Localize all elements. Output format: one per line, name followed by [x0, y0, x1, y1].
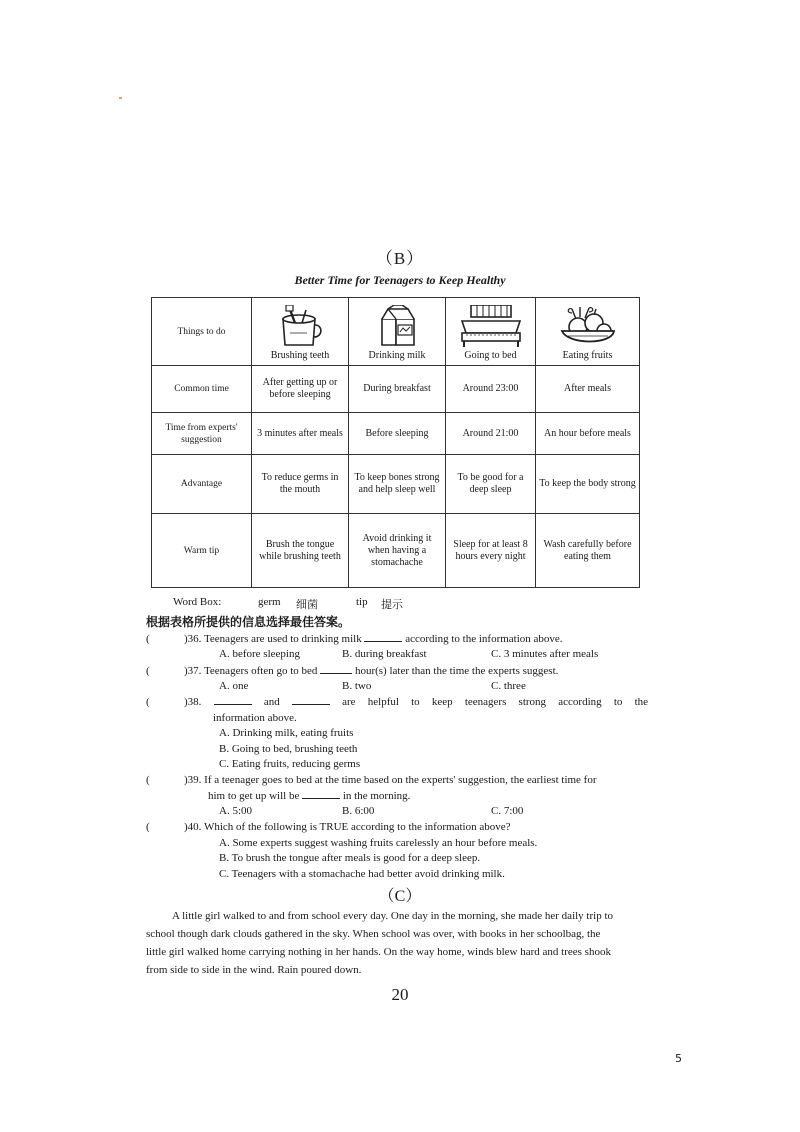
corner-page-number: 5 — [675, 1052, 682, 1065]
row-label: Time from experts' suggestion — [152, 413, 252, 455]
table-row — [152, 366, 640, 413]
word-box-label: Word Box: — [173, 596, 222, 608]
table-cell: To keep the body strong — [536, 455, 640, 514]
question-36 — [184, 632, 563, 646]
question-text: according to the information above. — [405, 633, 563, 645]
instruction: 根据表格所提供的信息选择最佳答案。 — [146, 615, 351, 629]
word-box-term: germ — [258, 596, 281, 608]
option-c: C. three — [491, 680, 526, 692]
answer-paren: ( — [146, 696, 150, 708]
toothbrush-cup-icon — [275, 305, 325, 347]
word-box-term: tip — [356, 596, 368, 608]
table-cell — [349, 298, 446, 366]
passage-line: little girl walked home carrying nothing in her hands. On the way home, winds blew hard and trees shook — [146, 946, 611, 958]
question-38-continued: information above. — [213, 712, 297, 724]
health-schedule-table — [151, 297, 640, 588]
option-c: C. 7:00 — [491, 805, 524, 817]
option-b: B. To brush the tongue after meals is good for a deep sleep. — [219, 852, 481, 864]
option-b: B. during breakfast — [342, 648, 427, 660]
answer-blank — [320, 673, 352, 674]
table-cell: After getting up or before sleeping — [252, 366, 349, 413]
table-cell-text: Eating fruits — [562, 350, 613, 361]
answer-blank — [292, 704, 330, 705]
table-cell — [446, 298, 536, 366]
table-cell: Avoid drinking it when having a stomachache — [349, 514, 446, 588]
table-row — [152, 413, 640, 455]
question-text: him to get up will be — [208, 790, 300, 802]
question-text: in the morning. — [342, 790, 411, 802]
answer-paren: ( — [146, 633, 150, 645]
passage-line: A little girl walked to and from school every day. One day in the morning, she made her daily trip to — [172, 910, 614, 922]
table-cell — [536, 298, 640, 366]
option-c: C. Eating fruits, reducing germs — [219, 758, 361, 770]
question-text: )38. — [184, 696, 202, 708]
page-number: 20 — [391, 985, 409, 1004]
table-cell: An hour before meals — [536, 413, 640, 455]
option-a: A. one — [219, 680, 249, 692]
table-cell — [252, 298, 349, 366]
answer-blank — [214, 704, 252, 705]
question-38 — [184, 695, 648, 709]
table-cell: After meals — [536, 366, 640, 413]
question-39: )39. If a teenager goes to bed at the time based on the experts' suggestion, the earliest time for — [184, 774, 597, 786]
table-cell: Before sleeping — [349, 413, 446, 455]
section-b-heading: （B） — [375, 249, 425, 268]
passage-line: school though dark clouds gathered in the sky. When school was over, with books in her schoolbag, the — [146, 928, 601, 940]
table-cell: To reduce germs in the mouth — [252, 455, 349, 514]
table-cell: Around 23:00 — [446, 366, 536, 413]
section-c-heading: （C） — [378, 888, 422, 905]
option-c: C. 3 minutes after meals — [491, 648, 599, 660]
answer-paren: ( — [146, 665, 150, 677]
milk-carton-icon — [374, 305, 420, 347]
table-cell-text: Brushing teeth — [270, 350, 330, 361]
question-39-continued — [208, 789, 410, 803]
table-cell: Around 21:00 — [446, 413, 536, 455]
row-label: Common time — [152, 366, 252, 413]
bed-icon — [458, 305, 524, 347]
question-37 — [184, 664, 558, 678]
question-text: are helpful to keep teenagers strong according to the — [342, 696, 649, 708]
word-box-meaning: 细菌 — [296, 598, 318, 611]
fruit-bowl-icon — [558, 305, 618, 347]
ink-speck — [119, 97, 122, 99]
question-text: )37. Teenagers often go to bed — [184, 665, 318, 677]
option-a: A. Drinking milk, eating fruits — [219, 727, 354, 739]
option-a: A. Some experts suggest washing fruits carelessly an hour before meals. — [219, 837, 538, 849]
row-label: Advantage — [152, 455, 252, 514]
question-text: and — [263, 696, 280, 708]
table-cell-text: Going to bed — [464, 350, 517, 361]
table-row — [152, 455, 640, 514]
table-cell-text: Drinking milk — [368, 350, 426, 361]
table-cell: 3 minutes after meals — [252, 413, 349, 455]
option-a: A. 5:00 — [219, 805, 252, 817]
table-row — [152, 514, 640, 588]
answer-blank — [364, 641, 402, 642]
table-row — [152, 298, 640, 366]
table-cell: Brush the tongue while brushing teeth — [252, 514, 349, 588]
row-label: Warm tip — [152, 514, 252, 588]
option-b: B. Going to bed, brushing teeth — [219, 743, 358, 755]
option-c: C. Teenagers with a stomachache had better avoid drinking milk. — [219, 868, 505, 880]
question-text: hour(s) later than the time the experts suggest. — [354, 665, 559, 677]
row-label: Things to do — [152, 298, 252, 366]
answer-paren: ( — [146, 821, 150, 833]
option-b: B. two — [342, 680, 372, 692]
table-title: Better Time for Teenagers to Keep Healthy — [294, 273, 506, 287]
answer-blank — [302, 798, 340, 799]
question-40: )40. Which of the following is TRUE according to the information above? — [184, 821, 511, 833]
question-text: )36. Teenagers are used to drinking milk — [184, 633, 362, 645]
table-cell: To be good for a deep sleep — [446, 455, 536, 514]
answer-paren: ( — [146, 774, 150, 786]
option-a: A. before sleeping — [219, 648, 300, 660]
table-cell: Wash carefully before eating them — [536, 514, 640, 588]
option-b: B. 6:00 — [342, 805, 375, 817]
table-cell: To keep bones strong and help sleep well — [349, 455, 446, 514]
table-cell: Sleep for at least 8 hours every night — [446, 514, 536, 588]
passage-line: from side to side in the wind. Rain poured down. — [146, 964, 362, 976]
word-box-meaning: 提示 — [381, 598, 403, 611]
table-cell: During breakfast — [349, 366, 446, 413]
